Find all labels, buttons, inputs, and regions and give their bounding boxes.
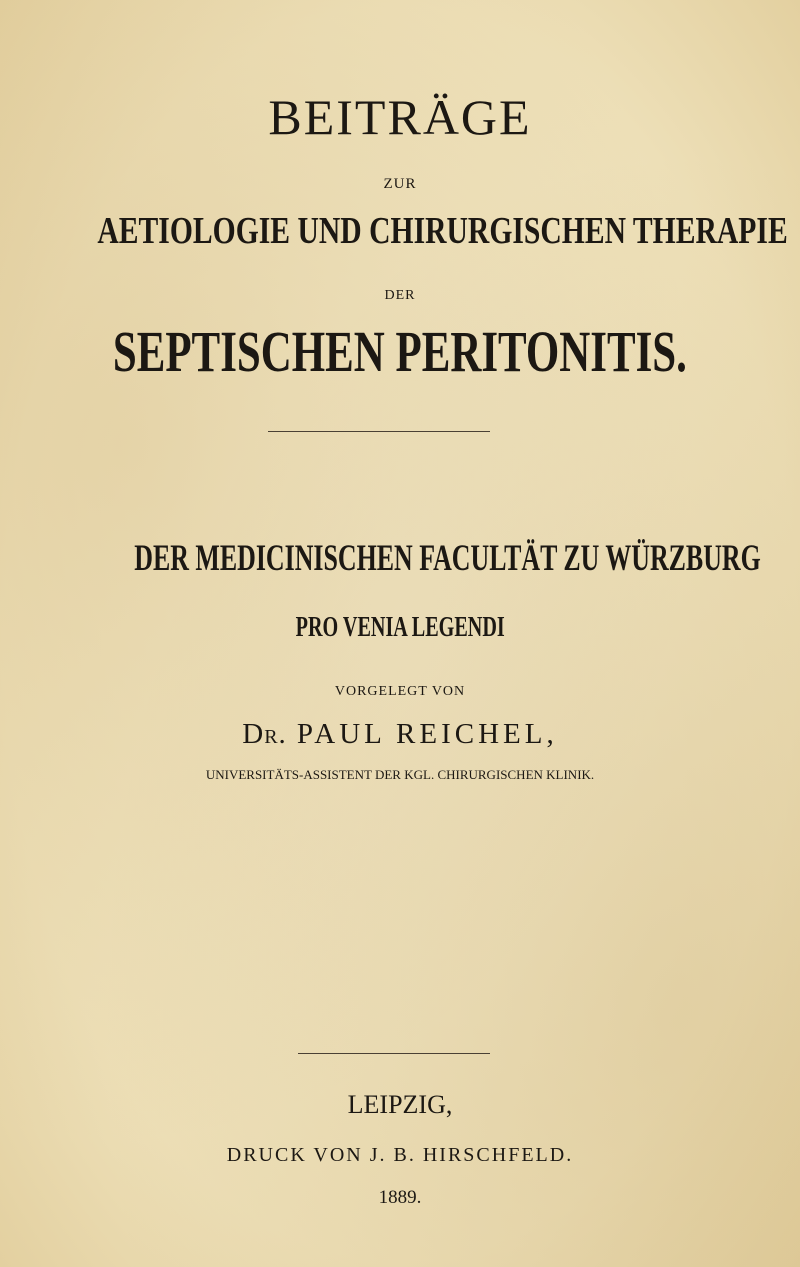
subtitle-line: [0, 212, 800, 250]
venia-line: [0, 614, 800, 642]
author-prefix: Dr.: [242, 718, 287, 750]
main-title-line: [0, 89, 800, 145]
subtitle-text: AETIOLOGIE UND CHIRURGISCHEN THERAPIE: [97, 210, 788, 252]
publisher-city: LEIPZIG,: [347, 1090, 453, 1119]
printer-line: [0, 1145, 800, 1165]
zur-text: ZUR: [383, 176, 417, 192]
author-name: PAUL REICHEL,: [296, 718, 558, 750]
der-text: DER: [384, 288, 416, 303]
faculty-text: DER MEDICINISCHEN FACULTÄT ZU WÜRZBURG: [134, 538, 761, 579]
zur-line: [0, 176, 800, 192]
divider-rule-bottom: [298, 1053, 490, 1054]
faculty-line: [0, 540, 800, 577]
venia-text: PRO VENIA LEGENDI: [295, 612, 505, 643]
year-line: [0, 1188, 800, 1207]
author-position-line: [0, 767, 800, 783]
presented-by-line: [0, 683, 800, 699]
author-position: UNIVERSITÄTS-ASSISTENT DER KGL. CHIRURGISCHEN KLINIK.: [205, 767, 595, 782]
subject-line: [0, 319, 800, 384]
subject-title: SEPTISCHEN PERITONITIS.: [112, 319, 688, 384]
city-line: [0, 1092, 800, 1118]
main-title: BEITRÄGE: [268, 89, 532, 145]
printer-text: DRUCK VON J. B. HIRSCHFELD.: [226, 1144, 574, 1166]
divider-rule-top: [268, 431, 490, 432]
der-line: [0, 287, 800, 303]
presented-by-text: VORGELEGT VON: [334, 684, 466, 699]
author-line: [0, 720, 800, 749]
publication-year: 1889.: [378, 1187, 422, 1208]
